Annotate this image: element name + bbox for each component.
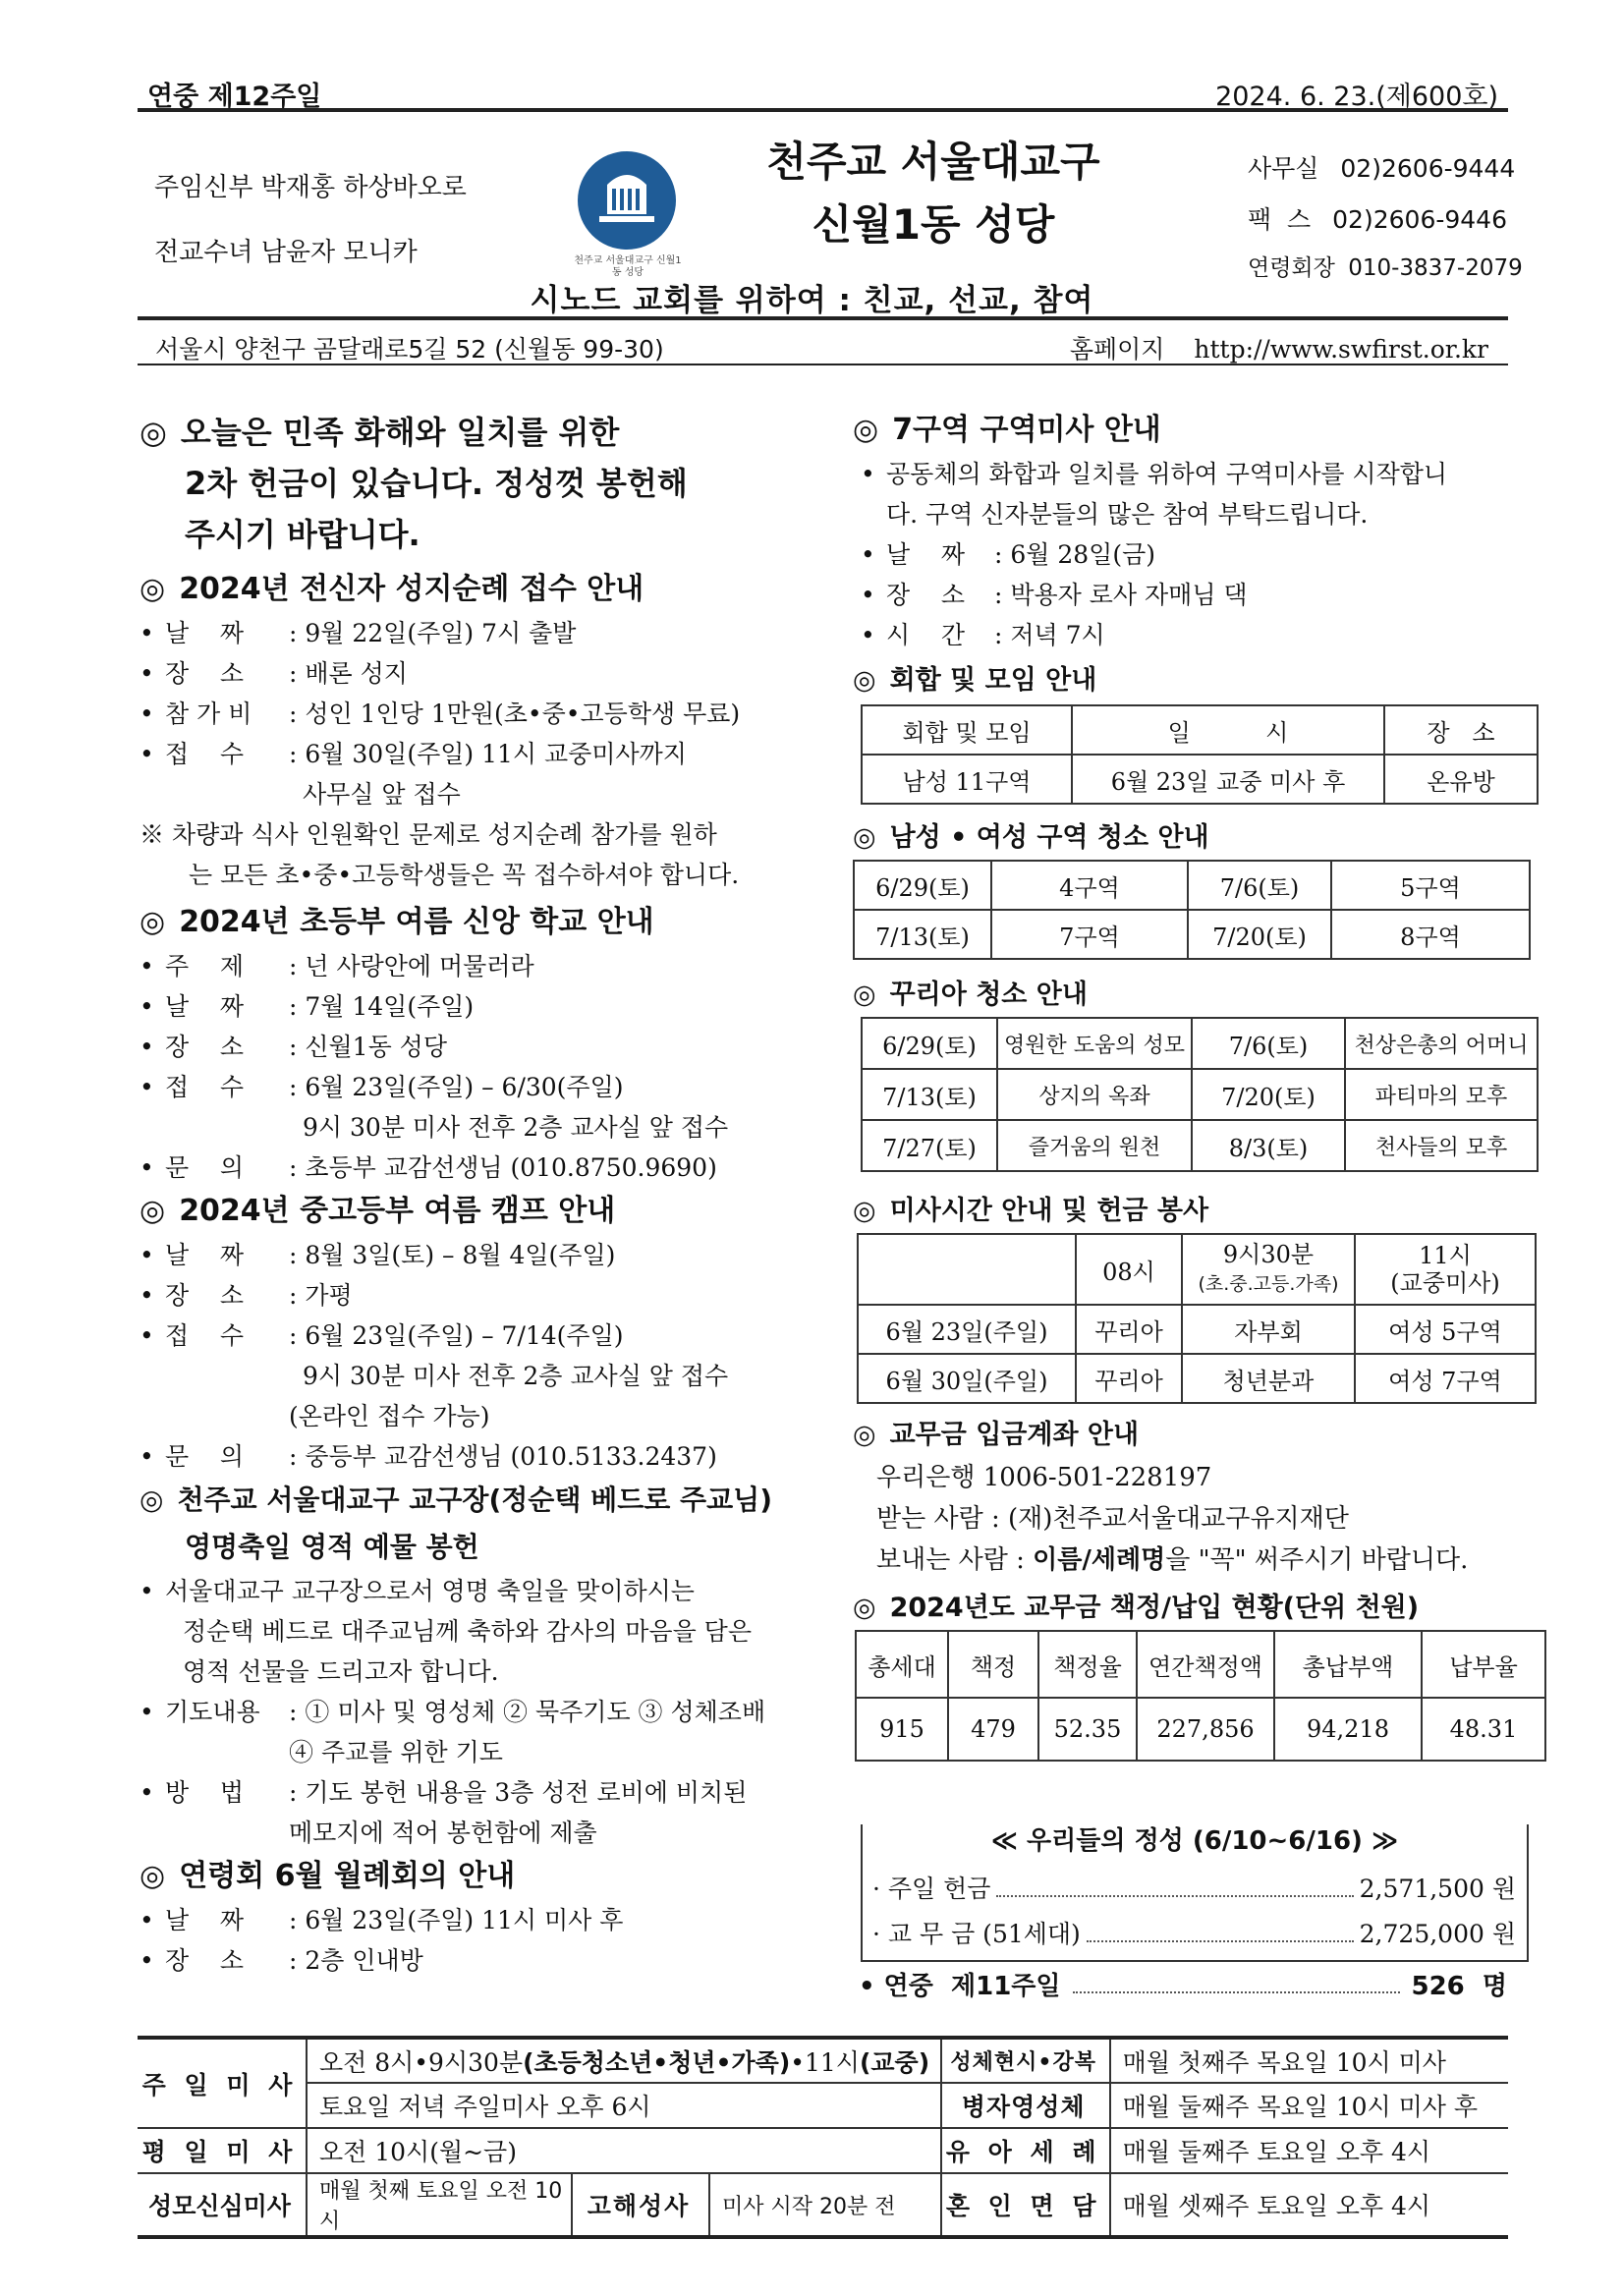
meeting-title: ◎ 회합 및 모임 안내 — [853, 665, 1097, 696]
logo-caption: 천주교 서울대교구 신월1동 성당 — [574, 255, 682, 278]
pilgrim-note: ※ 차량과 식사 인원확인 문제로 성지순례 참가를 원하 — [140, 820, 717, 849]
homepage-label: 홈페이지 — [1069, 335, 1165, 364]
double-circle-icon: ◎ — [140, 905, 166, 939]
double-circle-icon: ◎ — [140, 414, 167, 451]
mass-schedule-table — [138, 2036, 1508, 2239]
union-number: 010-3837-2079 — [1348, 255, 1523, 281]
issue-date: 2024. 6. 23.(제600호) — [1215, 82, 1498, 112]
pilgrim-title: ◎ 2024년 전신자 성지순례 접수 안내 — [140, 572, 644, 606]
list-item: • 날 짜 : 6월 28일(금) — [861, 540, 1155, 569]
list-item: • 기도내용 : ① 미사 및 영성체 ② 묵주기도 ③ 성체조배 — [140, 1698, 766, 1726]
table-row: 토요일 저녁 주일미사 오후 6시 병자영성체 매월 둘째주 목요일 10시 미사 후 — [138, 2083, 1508, 2128]
offering-summary — [861, 1824, 1529, 1962]
homepage-url[interactable]: http://www.swfirst.or.kr — [1194, 335, 1488, 364]
list-item: • 서울대교구 교구장으로서 영명 축일을 맞이하시는 — [140, 1577, 695, 1605]
district-mass-title: ◎ 7구역 구역미사 안내 — [853, 413, 1161, 447]
list-item: • 방 법 : 기도 봉헌 내용을 3층 성전 로비에 비치된 — [140, 1778, 748, 1807]
bank-account-title: ◎ 교무금 입금계좌 안내 — [853, 1420, 1140, 1450]
list-item: • 접 수 : 6월 30일(주일) 11시 교중미사까지 — [140, 740, 687, 768]
mourning-meeting-title: ◎ 연령회 6월 월례회의 안내 — [140, 1859, 516, 1893]
table-row: 6월 30일(주일) 꾸리아 청년분과 여성 7구역 — [858, 1354, 1536, 1403]
office-number: 02)2606-9444 — [1340, 154, 1516, 183]
list-item: • 날 짜 : 8월 3일(토) – 8월 4일(주일) — [140, 1241, 616, 1269]
offering-dues: · 교 무 금 (51세대) 2,725,000 원 — [872, 1915, 1516, 1950]
cleaning-title: ◎ 남성 • 여성 구역 청소 안내 — [853, 822, 1209, 853]
office-phone — [1248, 149, 1515, 185]
list-item: • 날 짜 : 7월 14일(주일) — [140, 992, 475, 1021]
table-row: 평 일 미 사 오전 10시(월~금) 유 아 세 례 매월 둘째주 토요일 오후 4시 — [138, 2128, 1508, 2173]
list-item-continued: 메모지에 적어 봉헌함에 제출 — [289, 1819, 597, 1847]
list-item-continued: (온라인 접수 가능) — [289, 1402, 490, 1430]
list-item-continued: 9시 30분 미사 전후 2층 교사실 앞 접수 — [303, 1113, 729, 1142]
dues-status-title: ◎ 2024년도 교무금 책정/납입 현황(단위 천원) — [853, 1593, 1420, 1623]
bank-account-number: 우리은행 1006-501-228197 — [876, 1463, 1212, 1492]
list-item: • 문 의 : 초등부 교감선생님 (010.8750.9690) — [140, 1153, 717, 1182]
list-item: • 문 의 : 중등부 교감선생님 (010.5133.2437) — [140, 1442, 717, 1471]
pastor-name: 주임신부 박재홍 하상바오로 — [154, 173, 467, 202]
list-item: • 공동체의 화합과 일치를 위하여 구역미사를 시작합니 — [861, 460, 1448, 488]
table-header-row: 회합 및 모임 일 시 장 소 — [862, 705, 1538, 755]
list-item: • 장 소 : 2층 인내방 — [140, 1946, 423, 1975]
list-item-continued: 영적 선물을 드리고자 합니다. — [183, 1657, 499, 1686]
table-row: 남성 11구역 6월 23일 교중 미사 후 온유방 — [862, 755, 1538, 804]
table-row: 7/13(토) 7구역 7/20(토) 8구역 — [854, 910, 1530, 959]
list-item-continued: ④ 주교를 위한 기도 — [289, 1738, 503, 1766]
double-circle-icon: ◎ — [853, 413, 879, 447]
synod-slogan: 시노드 교회를 위하여 : 친교, 선교, 참여 — [530, 283, 1094, 318]
double-circle-icon: ◎ — [853, 1420, 876, 1450]
list-item: • 접 수 : 6월 23일(주일) – 6/30(주일) — [140, 1073, 624, 1101]
offering-sunday: · 주일 헌금 2,571,500 원 — [872, 1870, 1516, 1905]
double-circle-icon: ◎ — [853, 1196, 876, 1226]
bank-receiver: 받는 사람 : (재)천주교서울대교구유지재단 — [876, 1504, 1349, 1534]
list-item-continued: 정순택 베드로 대주교님께 축하와 감사의 마음을 담은 — [183, 1617, 752, 1646]
list-item: • 장 소 : 신월1동 성당 — [140, 1033, 447, 1061]
attendance-count: • 연중 제11주일 526 명 — [859, 1966, 1507, 2002]
middle-school-details — [140, 1235, 808, 1477]
pilgrim-note-continued: 는 모든 초•중•고등학생들은 꼭 접수하셔야 합니다. — [189, 861, 740, 889]
left-column — [140, 407, 808, 1981]
pilgrim-details — [140, 613, 808, 895]
elem-school-title: ◎ 2024년 초등부 여름 신앙 학교 안내 — [140, 905, 654, 939]
list-item: • 날 짜 : 9월 22일(주일) 7시 출발 — [140, 619, 577, 647]
fax-number: 02)2606-9446 — [1332, 205, 1507, 234]
table-row: 915 479 52.35 227,856 94,218 48.31 — [856, 1698, 1545, 1761]
dues-status-table — [855, 1630, 1546, 1762]
meeting-table — [861, 704, 1539, 805]
mass-schedule — [138, 2036, 1508, 2239]
list-item-continued: 사무실 앞 접수 — [303, 780, 461, 809]
table-row: 7/27(토) 즐거움의 원천 8/3(토) 천사들의 모후 — [862, 1120, 1538, 1171]
office-label: 사무실 — [1248, 154, 1319, 183]
cleaning-table — [853, 860, 1531, 960]
district-mass-details — [853, 454, 1540, 655]
bishop-feast-title: ◎ 천주교 서울대교구 교구장(정순택 베드로 주교님) 영명축일 영적 예물 봉헌 — [140, 1484, 772, 1563]
sister-name: 전교수녀 남윤자 모니카 — [154, 238, 418, 267]
logo-emblem-icon — [578, 151, 676, 250]
middle-school-title: ◎ 2024년 중고등부 여름 캠프 안내 — [140, 1194, 616, 1228]
table-row: 성모신심미사 매월 첫째 토요일 오전 10시 고해성사 미사 시작 20분 전 혼 인 면 담 매월 셋째주 토요일 오후 4시 — [138, 2173, 1508, 2237]
double-circle-icon: ◎ — [853, 822, 876, 853]
table-header-row: 08시 9시30분 (초.중.고등.가족) 11시 (교중미사) — [858, 1234, 1536, 1305]
double-circle-icon: ◎ — [853, 1593, 876, 1623]
parish-name: 신월1동 성당 — [812, 200, 1055, 249]
list-item: • 참 가 비 : 성인 1인당 1만원(초•중•고등학생 무료) — [140, 700, 741, 728]
address: 서울시 양천구 곰달래로5길 52 (신월동 99-30) — [155, 335, 664, 364]
top-bar — [138, 73, 1508, 112]
double-circle-icon: ◎ — [140, 1859, 166, 1893]
double-circle-icon: ◎ — [853, 665, 876, 696]
list-item: • 장 소 : 박용자 로사 자매님 댁 — [861, 581, 1248, 609]
table-row: 주 일 미 사 오전 8시•9시30분(초등청소년•청년•가족)•11시(교중) 성체현시•강복 매월 첫째주 목요일 10시 미사 — [138, 2038, 1508, 2083]
table-row: 6월 23일(주일) 꾸리아 자부회 여성 5구역 — [858, 1305, 1536, 1354]
table-row: 6/29(토) 영원한 도움의 성모 7/6(토) 천상은총의 어머니 — [862, 1018, 1538, 1069]
list-item: • 시 간 : 저녁 7시 — [861, 621, 1105, 649]
list-item: • 장 소 : 가평 — [140, 1281, 353, 1310]
elem-school-details — [140, 946, 808, 1188]
right-column — [853, 407, 1540, 1762]
list-item-continued: 9시 30분 미사 전후 2층 교사실 앞 접수 — [303, 1362, 729, 1390]
liturgical-season: 연중 제12주일 — [147, 82, 322, 112]
list-item: • 장 소 : 배론 성지 — [140, 659, 408, 688]
diocese-name: 천주교 서울대교구 — [766, 138, 1100, 186]
legion-cleaning-title: ◎ 꾸리아 청소 안내 — [853, 980, 1088, 1010]
mourning-meeting-details — [140, 1900, 808, 1981]
union-label: 연령회장 — [1248, 255, 1335, 281]
mass-service-title: ◎ 미사시간 안내 및 헌금 봉사 — [853, 1196, 1209, 1226]
list-item-continued: 다. 구역 신자분들의 많은 참여 부탁드립니다. — [886, 500, 1369, 529]
list-item: • 날 짜 : 6월 23일(주일) 11시 미사 후 — [140, 1906, 624, 1934]
fax-phone — [1248, 200, 1507, 236]
homepage — [1070, 330, 1488, 365]
double-circle-icon: ◎ — [140, 1194, 166, 1228]
mass-service-table — [857, 1233, 1537, 1404]
bank-account-details — [853, 1457, 1540, 1581]
table-header-row: 총세대 책정 책정율 연간책정액 총납부액 납부율 — [856, 1631, 1545, 1698]
intro-notice: ◎ 오늘은 민족 화해와 일치를 위한 2차 헌금이 있습니다. 정성껏 봉헌해 주시기 바랍니다. — [140, 414, 688, 553]
double-circle-icon: ◎ — [140, 1484, 164, 1516]
bishop-feast-details — [140, 1571, 808, 1853]
parish-logo — [570, 143, 686, 281]
double-circle-icon: ◎ — [853, 980, 876, 1010]
offering-title: ≪ 우리들의 정성 (6/10~6/16) ≫ — [863, 1820, 1527, 1857]
bank-sender-note: 보내는 사람 : 이름/세례명을 "꼭" 써주시기 바랍니다. — [876, 1545, 1469, 1575]
table-row: 6/29(토) 4구역 7/6(토) 5구역 — [854, 861, 1530, 910]
legion-cleaning-table — [861, 1017, 1539, 1172]
list-item: • 접 수 : 6월 23일(주일) – 7/14(주일) — [140, 1321, 624, 1350]
table-row: 7/13(토) 상지의 옥좌 7/20(토) 파티마의 모후 — [862, 1069, 1538, 1120]
address-bar — [138, 316, 1508, 365]
list-item: • 주 제 : 넌 사랑안에 머물러라 — [140, 952, 534, 980]
double-circle-icon: ◎ — [140, 572, 166, 606]
fax-label: 팩 스 — [1248, 205, 1312, 234]
